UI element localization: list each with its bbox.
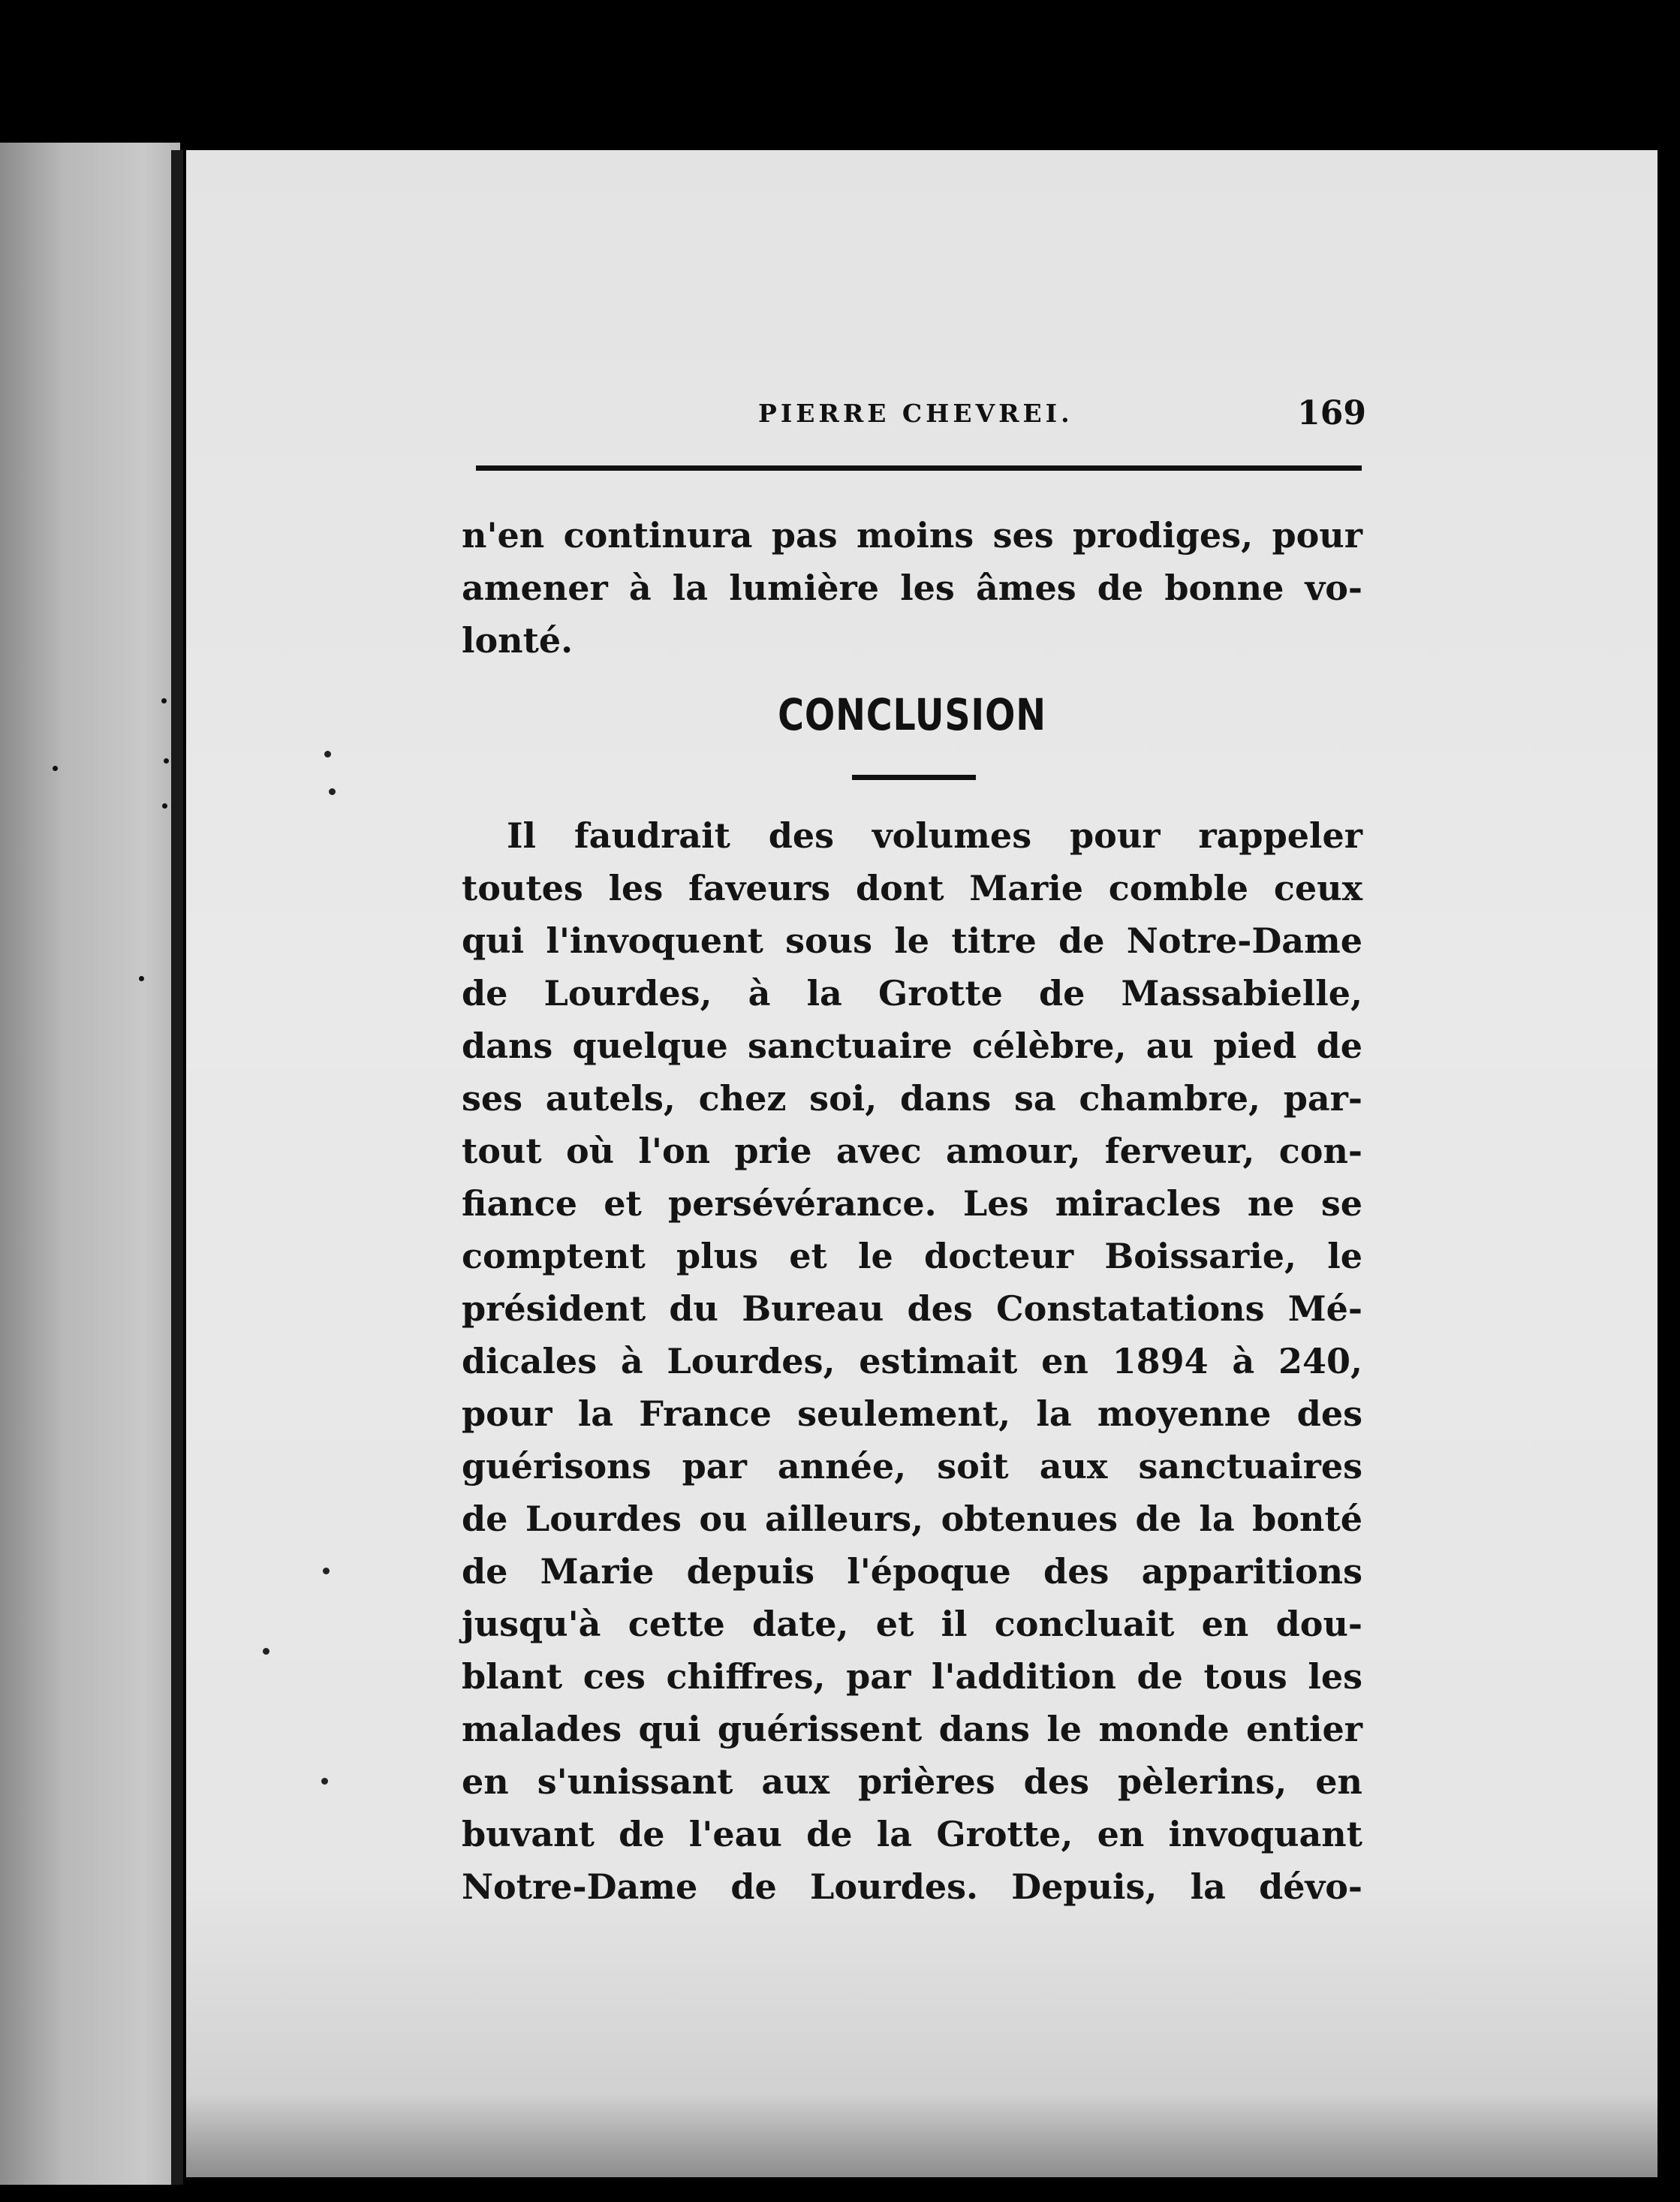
text-line: de Marie depuis l'époque des apparitions [462,1551,1362,1592]
adjacent-page-edge [0,143,180,2185]
text-line: président du Bureau des Constatations Mé- [462,1288,1362,1329]
ink-speck [53,766,58,771]
text-line: de Lourdes, à la Grotte de Massabielle, [462,973,1362,1014]
text-line: pour la France seulement, la moyenne des [462,1393,1362,1434]
text-line: ses autels, chez soi, dans sa chambre, par- [462,1078,1362,1119]
ink-speck [164,758,169,764]
text-line: jusqu'à cette date, et il concluait en dou- [462,1604,1362,1644]
margin-mark [323,1568,330,1574]
text-line: n'en continura pas moins ses prodiges, pour [462,515,1362,556]
text-line: toutes les faveurs dont Marie comble ceux [462,868,1362,908]
text-line: blant ces chiffres, par l'addition de tous les [462,1656,1362,1697]
margin-mark [263,1648,269,1655]
text-line: comptent plus et le docteur Boissarie, le [462,1236,1362,1276]
conclusion-paragraph [462,809,1362,1913]
text-line: dans quelque sanctuaire célèbre, au pied de [462,1026,1362,1066]
running-title: PIERRE CHEVREI. [758,399,1073,428]
margin-mark [329,788,336,795]
text-line: buvant de l'eau de la Grotte, en invoquant [462,1814,1362,1854]
page-bottom-shadow [186,2095,1657,2177]
text-line: Il faudrait des volumes pour rappeler [507,815,1362,856]
text-line: en s'unissant aux prières des pèlerins, en [462,1761,1362,1802]
text-line: tout où l'on prie avec amour, ferveur, con- [462,1131,1362,1171]
section-heading: CONCLUSION [778,689,1046,740]
text-line: guérisons par année, soit aux sanctuaires [462,1446,1362,1487]
margin-mark [324,751,331,758]
carryover-paragraph [462,509,1362,674]
text-line: dicales à Lourdes, estimait en 1894 à 240, [462,1341,1362,1381]
ink-speck [139,976,144,981]
text-line: fiance et persévérance. Les miracles ne se [462,1183,1362,1224]
ink-speck [162,803,167,809]
margin-mark [321,1778,328,1785]
heading-rule [852,775,976,780]
ink-speck [161,698,167,703]
text-line: malades qui guérissent dans le monde entier [462,1709,1362,1749]
header-rule [476,465,1362,471]
text-line: Notre-Dame de Lourdes. Depuis, la dévo- [462,1866,1362,1907]
text-line: amener à la lumière les âmes de bonne vo- [462,568,1362,608]
text-line: lonté. [462,620,574,661]
page-gutter [171,150,183,2185]
text-line: de Lourdes ou ailleurs, obtenues de la bonté [462,1499,1362,1539]
page-number: 169 [1297,394,1366,432]
running-head [465,394,1366,439]
text-line: qui l'invoquent sous le titre de Notre-Dame [462,920,1362,961]
